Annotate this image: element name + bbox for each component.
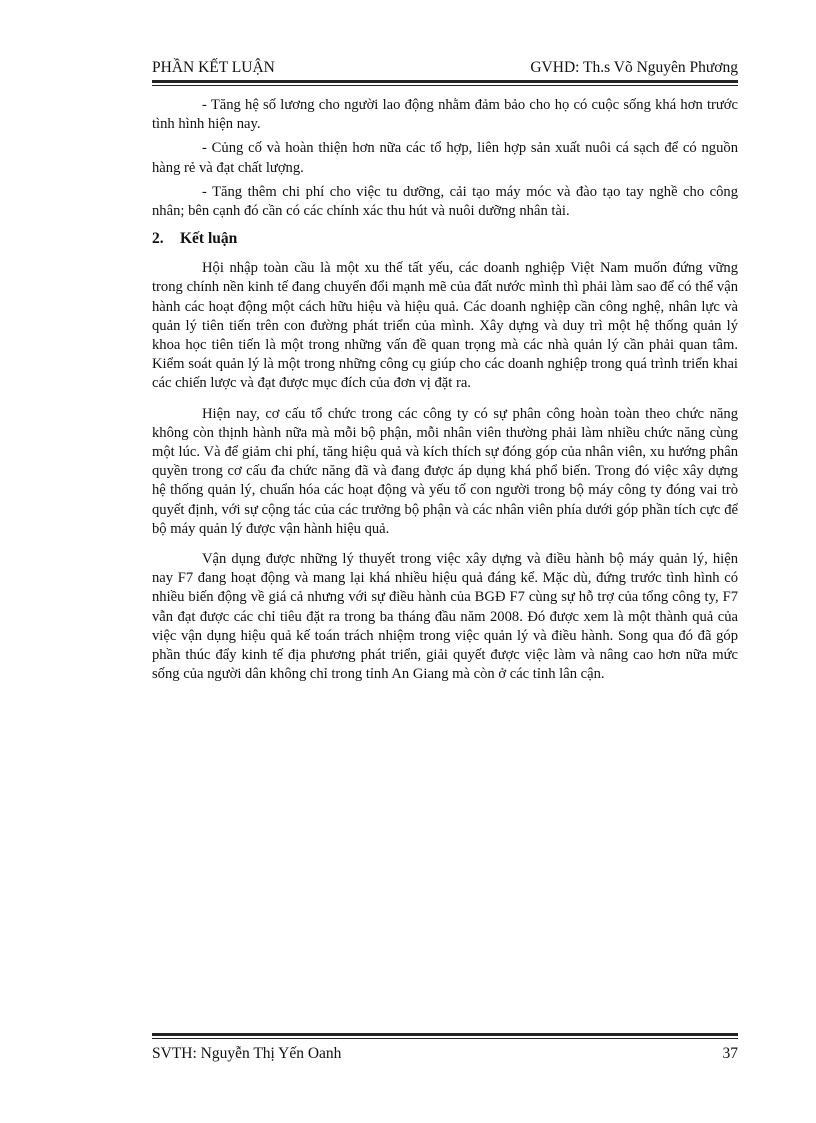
page-number: 37 [722, 1045, 738, 1062]
page-footer [152, 1044, 738, 1064]
footer-divider [152, 1033, 738, 1039]
page-header [152, 56, 738, 78]
list-item: - Củng cố và hoàn thiện hơn nữa các tổ hợp, liên hợp sản xuất nuôi cá sạch để có nguồn hàng rẻ và đạt chất lượng. [152, 140, 738, 176]
section-number: 2. [152, 230, 164, 248]
section-title: Kết luận [180, 230, 238, 248]
header-section-title: PHẦN KẾT LUẬN [152, 59, 275, 76]
header-divider [152, 80, 738, 86]
header-advisor: GVHD: Th.s Võ Nguyên Phương [530, 59, 738, 76]
paragraph: Hiện nay, cơ cấu tổ chức trong các công ty có sự phân công hoàn toàn theo chức năng không còn thịnh hành nữa mà mỗi bộ phận, mỗi nhân viên thường phải làm nhiều chức năng cùng một lúc. Và để giảm chi phí, tăng hiệu quả và kích thích sự đóng góp của nhân viên, xu hướng phân quyền trong cơ cấu đa chức năng đã và đang được áp dụng khá phổ biến. Trong đó việc xây dựng hệ thống quản lý, chuẩn hóa các hoạt động và yếu tố con người trong bộ máy công ty đóng vai trò quyết định, với sự cộng tác của các trưởng bộ phận và các nhân viên phía dưới góp phần tích cực để bộ máy quản lý được vận hành hiệu quả. [152, 405, 738, 537]
list-item: - Tăng hệ số lương cho người lao động nhằm đảm bảo cho họ có cuộc sống khá hơn trước tình hình hiện nay. [152, 97, 738, 133]
list-item: - Tăng thêm chi phí cho việc tu dưỡng, cải tạo máy móc và đào tạo tay nghề cho công nhân; bên cạnh đó cần có các chính xác thu hút và nuôi dưỡng nhân tài. [152, 183, 738, 220]
section-heading [152, 229, 738, 249]
paragraph: Vận dụng được những lý thuyết trong việc xây dựng và điều hành bộ máy quản lý, hiện nay F7 đang hoạt động và mang lại khá nhiều hiệu quả đáng kể. Mặc dù, đứng trước tình hình có nhiều biến động về giá cả nhưng với sự điều hành của BGĐ F7 cùng sự hỗ trợ của tổng công ty, F7 vẫn đạt được các chỉ tiêu đặt ra trong ba tháng đầu năm 2008. Đó được xem là một thành quả của việc vận dụng hiệu quả kế toán trách nhiệm trong việc quản lý và điều hành. Song qua đó đã góp phần thúc đẩy kinh tế địa phương phát triển, giải quyết được việc làm và nâng cao hơn nữa mức sống của người dân không chỉ trong tỉnh An Giang mà còn ở các tỉnh lân cận. [152, 551, 738, 683]
paragraph: Hội nhập toàn cầu là một xu thế tất yếu, các doanh nghiệp Việt Nam muốn đứng vững trong chính nền kinh tế đang chuyển đổi mạnh mẽ của đất nước mình thì phải làm sao để có thể vận hành các hoạt động một cách hữu hiệu và hiệu quả. Các doanh nghiệp cần công nghệ, nhân lực và quản lý tiên tiến trên con đường phát triển của mình. Xây dựng và duy trì một hệ thống quản lý khoa học tiên tiến là một trong những vấn đề quan trọng mà các nhà quản lý cần phải quan tâm. Kiểm soát quản lý là một trong những công cụ giúp cho các doanh nghiệp trong quá trình triển khai các chiến lược và đạt được mục đích của đơn vị đặt ra. [152, 260, 738, 392]
footer-author: SVTH: Nguyễn Thị Yến Oanh [152, 1045, 342, 1062]
page-body [152, 96, 738, 695]
